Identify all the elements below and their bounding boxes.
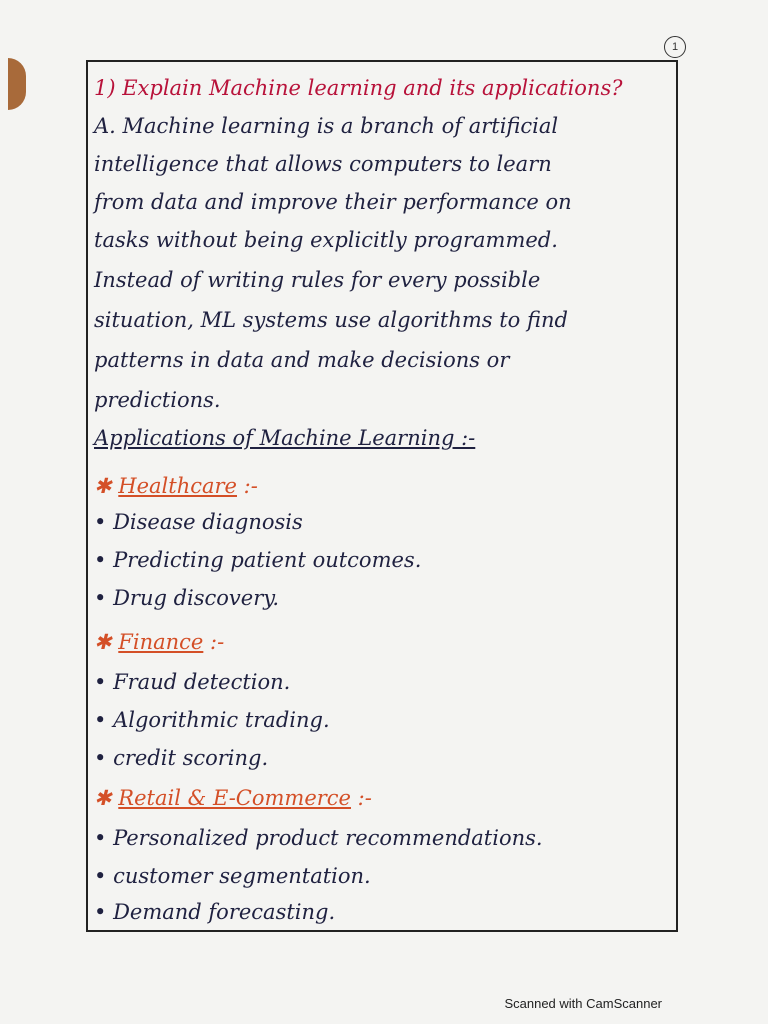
answer-line: predictions. (94, 388, 221, 412)
list-item: • Fraud detection. (94, 670, 674, 694)
answer-line: patterns in data and make decisions or (94, 348, 510, 372)
scanner-watermark: Scanned with CamScanner (504, 996, 662, 1011)
list-item: • credit scoring. (94, 746, 674, 770)
category-retail: ✱ Retail & E-Commerce :- (94, 786, 372, 810)
star-icon: ✱ (94, 474, 112, 498)
star-icon: ✱ (94, 786, 112, 810)
page-number: 1 (664, 36, 686, 58)
category-finance: ✱ Finance :- (94, 630, 225, 654)
answer-line: Instead of writing rules for every possible (94, 268, 541, 292)
category-label: Healthcare (118, 474, 237, 498)
question-title: 1) Explain Machine learning and its applications? (94, 76, 623, 100)
category-label: Finance (118, 630, 204, 654)
answer-line: intelligence that allows computers to learn (94, 152, 552, 176)
answer-line: situation, ML systems use algorithms to find (94, 308, 568, 332)
answer-line: from data and improve their performance on (94, 190, 572, 214)
category-healthcare: ✱ Healthcare :- (94, 474, 258, 498)
list-item: • Algorithmic trading. (94, 708, 674, 732)
list-item: • Disease diagnosis (94, 510, 674, 534)
binder-edge (8, 58, 26, 110)
list-item: • Drug discovery. (94, 586, 674, 610)
category-label: Retail & E-Commerce (118, 786, 351, 810)
answer-line: tasks without being explicitly programmed. (94, 228, 558, 252)
applications-heading: Applications of Machine Learning :- (94, 426, 476, 450)
list-item: • Personalized product recommendations. (94, 826, 674, 850)
list-item: • Demand forecasting. (94, 900, 674, 924)
star-icon: ✱ (94, 630, 112, 654)
answer-line: A. Machine learning is a branch of artificial (94, 114, 559, 138)
list-item: • Predicting patient outcomes. (94, 548, 674, 572)
list-item: • customer segmentation. (94, 864, 674, 888)
